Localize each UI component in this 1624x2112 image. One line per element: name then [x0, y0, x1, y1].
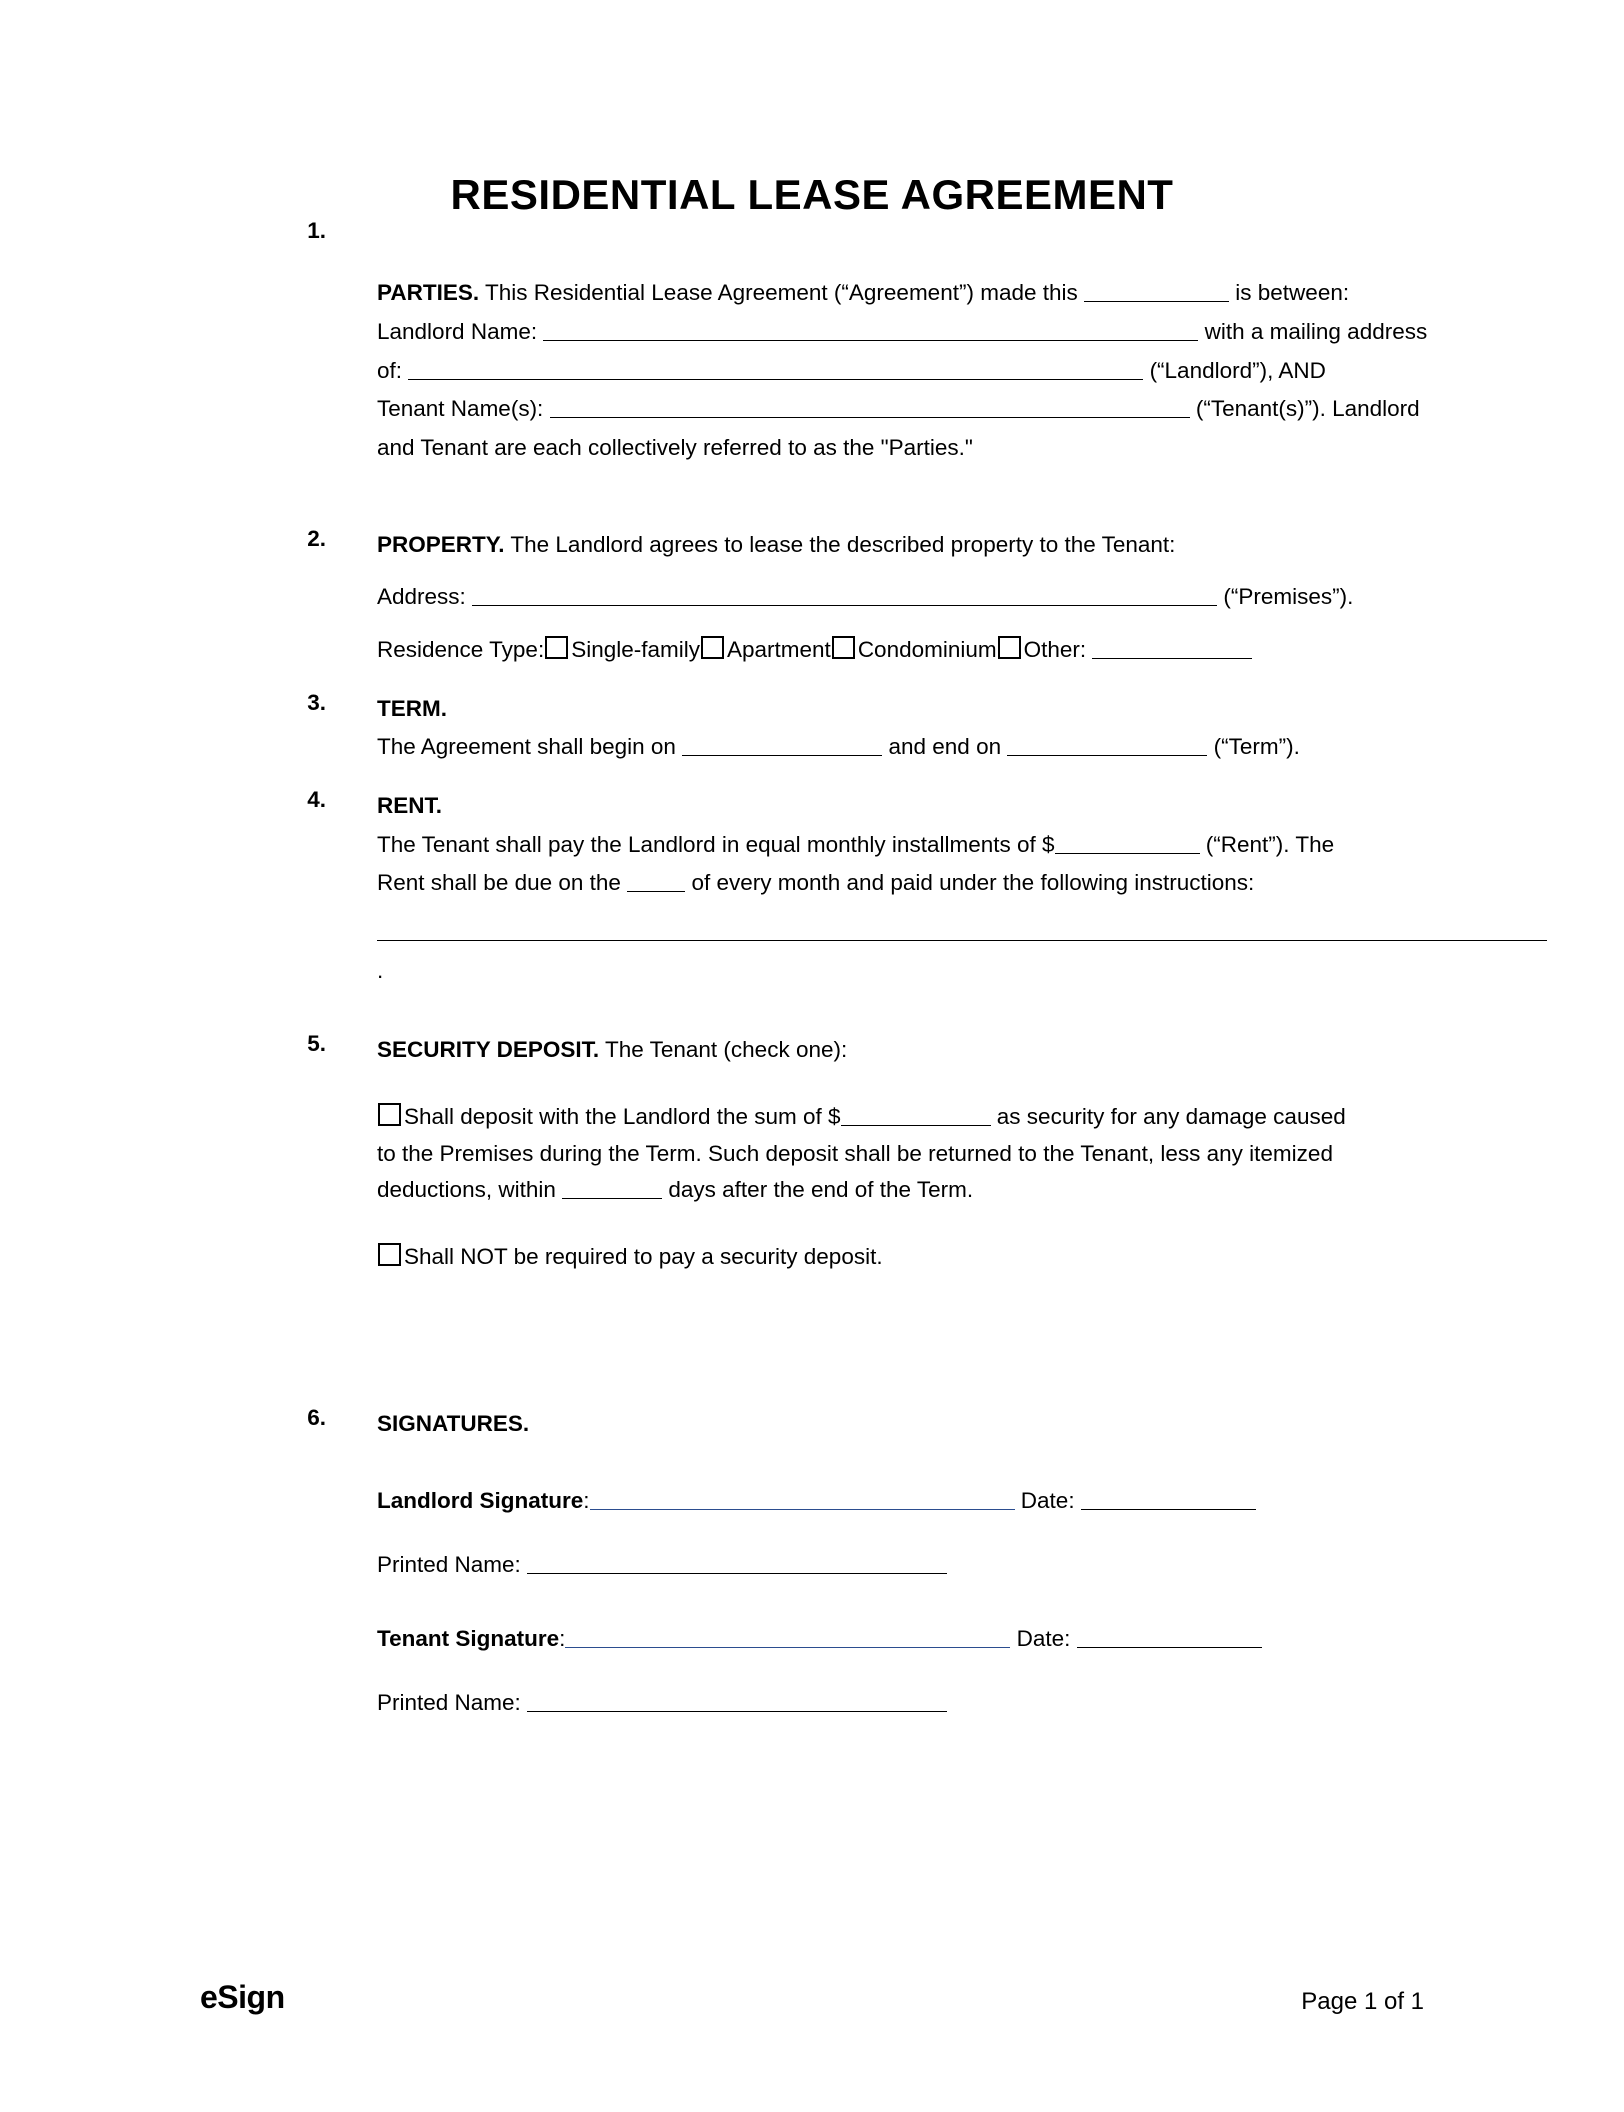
tenant-printed-name-label: Printed Name:: [377, 1690, 521, 1716]
landlord-printed-name-row: [377, 1546, 1432, 1584]
landlord-address-tail: (“Landlord”), AND: [1149, 357, 1326, 383]
deposit-option1-text-b: as security for any damage caused: [996, 1104, 1346, 1130]
clause-heading-signatures: SIGNATURES.: [377, 1410, 530, 1436]
parties-intro-text: This Residential Lease Agreement (“Agreement”) made this: [484, 280, 1078, 306]
rent-due-day-field[interactable]: [627, 869, 685, 893]
landlord-date-label: Date:: [1020, 1487, 1075, 1513]
rent-instructions-line: [377, 913, 1432, 990]
deposit-amount-field[interactable]: [841, 1103, 991, 1127]
tenant-signature-colon: :: [559, 1626, 566, 1652]
deposit-option1-text-e: days after the end of the Term.: [668, 1177, 974, 1203]
tenant-date-field[interactable]: [1077, 1625, 1262, 1649]
clause-number-4: 4.: [307, 787, 326, 813]
deposit-return-days-field[interactable]: [562, 1176, 662, 1200]
footer-brand-logo: eSign: [200, 1979, 285, 2015]
checkbox-deposit-not-required[interactable]: [378, 1243, 401, 1266]
clause-heading-rent: RENT.: [377, 793, 443, 819]
landlord-name-tail: with a mailing address: [1204, 318, 1428, 344]
landlord-signature-field[interactable]: [590, 1486, 1015, 1510]
rent-due-tail: of every month and paid under the following instructions:: [691, 870, 1255, 896]
security-deposit-option-2: [377, 1239, 1432, 1275]
residence-type-other-field[interactable]: [1092, 636, 1252, 660]
document-body: [192, 218, 1432, 1722]
parties-closing-line: and Tenant are each collectively referred to as the "Parties.": [377, 434, 973, 460]
clause-property: [307, 525, 1432, 670]
option-label-condominium: Condominium: [857, 637, 997, 662]
footer-page-number: Page 1 of 1: [1301, 1988, 1424, 2015]
clause-parties: [307, 218, 1432, 467]
security-deposit-option-1: [377, 1099, 1432, 1208]
landlord-date-field[interactable]: [1081, 1486, 1256, 1510]
property-address-label: Address:: [377, 584, 466, 610]
checkbox-single-family[interactable]: [545, 636, 568, 659]
landlord-name-label: Landlord Name:: [377, 318, 538, 344]
tenant-name-field[interactable]: [550, 395, 1190, 419]
property-address-tail: (“Premises”).: [1223, 584, 1354, 610]
term-heading-line: [377, 690, 1432, 729]
checkbox-other[interactable]: [998, 636, 1021, 659]
tenant-date-label: Date:: [1016, 1626, 1071, 1652]
rent-due-label: Rent shall be due on the: [377, 870, 621, 896]
option-label-single-family: Single-family: [571, 637, 700, 662]
clause-number-3: 3.: [307, 689, 326, 715]
option-label-other: Other:: [1023, 637, 1087, 662]
deposit-option1-text-c: to the Premises during the Term. Such deposit shall be returned to the Tenant, less any itemized: [377, 1140, 1333, 1166]
clause-heading-term: TERM.: [377, 695, 447, 721]
property-intro-line: [377, 526, 1432, 565]
property-address-line: [377, 578, 1432, 617]
landlord-printed-name-label: Printed Name:: [377, 1551, 521, 1577]
tenant-signature-field[interactable]: [565, 1625, 1010, 1649]
rent-instructions-period: .: [377, 957, 384, 983]
clause-number-1: 1.: [307, 218, 326, 244]
property-intro-text: The Landlord agrees to lease the described property to the Tenant:: [510, 531, 1176, 557]
landlord-address-line: [377, 352, 1432, 391]
rent-due-line: [377, 864, 1432, 903]
landlord-signature-colon: :: [583, 1487, 590, 1513]
landlord-name-line: [377, 313, 1432, 352]
term-begin-label: The Agreement shall begin on: [377, 734, 676, 760]
checkbox-condominium[interactable]: [832, 636, 855, 659]
clause-heading-security-deposit: SECURITY DEPOSIT.: [377, 1036, 600, 1062]
term-end-label: and end on: [888, 734, 1002, 760]
tenant-signature-label: Tenant Signature: [377, 1626, 560, 1652]
deposit-option1-text-a: Shall deposit with the Landlord the sum of $: [404, 1104, 841, 1130]
residence-type-line: [377, 631, 1432, 670]
rent-instructions-field[interactable]: [377, 918, 1547, 942]
page-footer: [0, 1979, 1624, 2016]
tenant-signature-row: [377, 1620, 1432, 1658]
signatures-heading-line: [377, 1405, 1432, 1444]
clause-number-5: 5.: [307, 1030, 326, 1056]
landlord-address-field[interactable]: [408, 356, 1143, 380]
clause-heading-property: PROPERTY.: [377, 531, 505, 557]
tenant-name-line: [377, 390, 1432, 429]
deposit-option2-text: Shall NOT be required to pay a security deposit.: [404, 1243, 883, 1269]
clause-heading-parties: PARTIES.: [377, 280, 480, 306]
parties-intro-tail: is between:: [1235, 280, 1350, 306]
clause-rent: [307, 787, 1432, 990]
term-end-field[interactable]: [1007, 733, 1207, 757]
security-deposit-intro-line: [377, 1031, 1432, 1070]
term-dates-line: [377, 728, 1432, 767]
security-deposit-intro-text: The Tenant (check one):: [605, 1036, 848, 1062]
clause-security-deposit: [307, 1030, 1432, 1275]
deposit-option1-text-d: deductions, within: [377, 1177, 556, 1203]
rent-amount-field[interactable]: [1055, 830, 1200, 854]
page-title: RESIDENTIAL LEASE AGREEMENT: [450, 171, 1174, 218]
landlord-address-label: of:: [377, 357, 403, 383]
landlord-signature-label: Landlord Signature: [377, 1487, 584, 1513]
parties-intro-line: [377, 274, 1432, 313]
landlord-signature-row: [377, 1482, 1432, 1520]
checkbox-apartment[interactable]: [701, 636, 724, 659]
term-begin-field[interactable]: [682, 733, 882, 757]
clause-signatures: [307, 1404, 1432, 1723]
clause-term: [307, 689, 1432, 767]
option-label-apartment: Apartment: [727, 637, 831, 662]
residence-type-label: Residence Type:: [377, 637, 545, 662]
clause-number-6: 6.: [307, 1404, 326, 1430]
term-tail: (“Term”).: [1213, 734, 1300, 760]
rent-amount-tail: (“Rent”). The: [1205, 831, 1335, 857]
tenant-name-label: Tenant Name(s):: [377, 396, 544, 422]
rent-heading-line: [377, 787, 1432, 826]
tenant-printed-name-field[interactable]: [527, 1689, 947, 1713]
rent-amount-line: [377, 826, 1432, 865]
checkbox-deposit-required[interactable]: [378, 1103, 401, 1126]
tenant-printed-name-row: [377, 1684, 1432, 1722]
agreement-date-field[interactable]: [1084, 279, 1229, 303]
clause-number-2: 2.: [307, 525, 326, 551]
rent-amount-label: The Tenant shall pay the Landlord in equal monthly installments of $: [377, 831, 1055, 857]
landlord-printed-name-field[interactable]: [527, 1550, 947, 1574]
property-address-field[interactable]: [472, 583, 1217, 607]
tenant-name-tail: (“Tenant(s)”). Landlord: [1195, 396, 1420, 422]
landlord-name-field[interactable]: [543, 317, 1198, 341]
